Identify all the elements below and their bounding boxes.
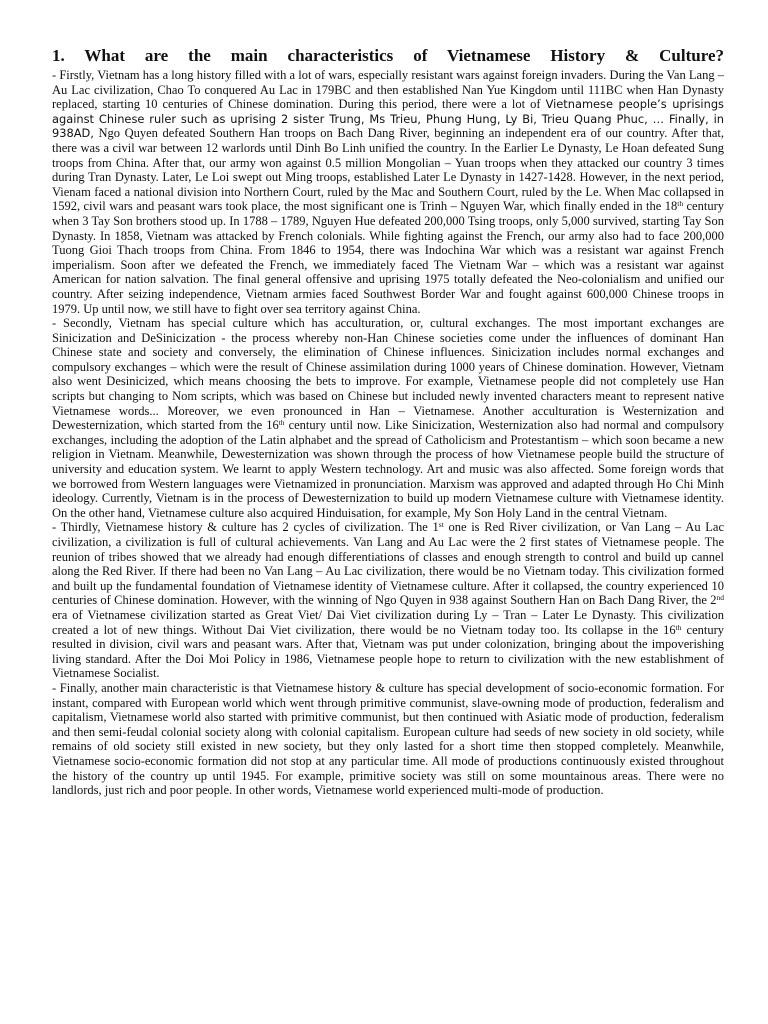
text-span: century until now. Like Sinicization, Westernization also had normal and compulsory exchanges, including the adoption of the Latin alphabet and the spread of Catholicism and Protestantism – which soon became a new religion in Vietnam. Meanwhile, Dewesternization was shown through the process of how Vietnamese people build the structure of university and education system. We learnt to apply Western technology. Art and music was also affected. Some foreign words that we borrowed from Western languages were Vietnamized in pronunciation. Marxism was approved and adapted through Ho Chi Minh ideology. Currently, Vietnam is in the process of Dewesternization to build up modern Vietnamese culture with Vietnamese identity. On the other hand, Vietnamese culture also acquired Hinduisation, for example, My Son Holy Land in the central Vietnam. [52,418,724,520]
text-span: - Finally, another main characteristic is that Vietnamese history & culture has special development of socio-economic formation. For instant, compared with European world which went through primitive communist, slave-owning mode of production, federalism and capitalism, Vietnamese world also started with primitive communist, but then continued with Asiatic mode of production, federalism and then semi-feudal colonial society along with colonial capitalism. European culture had seeds of new society in old society, while remains of old society still existed in new society, but they only lasted for a short time then stopped completely. Meanwhile, Vietnamese socio-economic formation did not stop at any particular time. All mode of productions continuously existed throughout the history of the country up until 1945. For example, primitive society was still on some mountainous areas. There were no landlords, just rich and poor people. In other words, Vietnamese world experienced multi-mode of production. [52,680,724,798]
text-span: one is Red River civilization, or Van Lang – Au Lac civilization, a civilization is full of cultural achievements. Van Lang and Au Lac were the 2 first states of Vietnamese people. The reunion of tribes showed that we already had enough differentiations of classes and enough strength to control and build up cannel along the Red River. If there had been no Van Lang – Au Lac civilization, there would be no Vietnam today. This civilization formed and built up the fundamental foundation of Vietnamese identity of Vietnamese culture. After it collapsed, the country experienced 10 centuries of Chinese domination. However, with the winning of Ngo Quyen in 938 against Southern Han on Bach Dang River, the 2 [52,520,725,608]
paragraph-culture [52,316,724,520]
text-span: - Thirdly, Vietnamese history & culture has 2 cycles of civilization. The 1 [52,520,439,535]
text-span: century resulted in division, civil wars and peasant wars. After that, Vietnam was put under colonization, bringing about the impoverishing living standard. After the Doi Moi Policy in 1986, Vietnamese people hope to return to civilization with the new establishment of Vietnamese Socialist. [52,622,724,681]
text-span: Vietnamese people’s uprisings against Chinese ruler such as uprising 2 sister Trung, Ms Trieu, Phung Hung, Ly Bi, Trieu Quang Phuc, … Finally, in 938AD, [52,97,724,141]
superscript: th [278,418,285,428]
text-span: Ngo Quyen defeated Southern Han troops on Bach Dang River, beginning an independent era of our country. After that, there was a civil war between 12 warlords until Dinh Bo Linh unified the country. In the Earlier Le Dynasty, Le Hoan defeated Sung troops from China. After that, our army won against 0.5 million Mongolian – Yuan troops when they attacked our country 3 times during Tran Dynasty. Later, Le Loi swept out Ming troops, established Later Le Dynasty in 1427-1428. However, in the next period, Vienam faced a national division into Northern Court, ruled by the Mac and Southern Court, ruled by the Le. When Mac collapsed in 1592, civil wars and peasant wars took place, the most significant one is Trinh – Nguyen War, which finally ended in the 18 [52,126,724,214]
superscript: th [677,199,684,209]
paragraph-history [52,68,724,316]
paragraph-socio-economic [52,681,724,798]
page-title: 1. What are the main characteristics of Vietnamese History & Culture? [52,46,724,65]
superscript: th [675,622,682,632]
text-span: - Secondly, Vietnam has special culture which has acculturation, or, cultural exchanges. The most important exchanges are Sinicization and DeSinicization - the process whereby non-Han Chinese societies come under the influences of dominant Han Chinese state and society and conversely, the elimination of Chinese influences. Sinicization includes normal exchanges and compulsory exchanges – which were the result of Chinese assimilation during 1000 years of Chinese domination. However, Vietnam also went Desinicized, which means choosing the bets to improve. For example, Vietnamese people did not completely use Han scripts but changing to Nom scripts, which was based on Chinese but included newly invented characters meant to represent native Vietnamese words... Moreover, we even pronounced in Han – Vietnamese. Another acculturation is Westernization and Dewesternization, which started from the 16 [52,316,724,433]
document-body [52,46,724,798]
text-span: century when 3 Tay Son brothers stood up. In 1788 – 1789, Nguyen Hue defeated 200,000 Tsing troops, only 5,000 survived, starting Tay Son Dynasty. In 1858, Vietnam was attacked by French colonials. While fighting against the French, our army also had to face 200,000 Tuong Gioi Thach troops from China. From 1846 to 1954, there was Indochina War which was a resistant war against French imperialism. Soon after we defeated the French, we immediately faced The Vietnam War – which was a resistant war against American for nation salvation. The final general offensive and uprising 1975 totally defeated the Neo-colonialism and unified our country. After seizing independence, Vietnam armies faced Southwest Border War and fought against 600,000 Chinese troops in 1979. Up until now, we still have to fight over sea territory against China. [52,199,724,316]
text-span: - Firstly, Vietnam has a long history filled with a lot of wars, especially resistant wars against foreign invaders. During the Van Lang – Au Lac civilization, Chao To conquered Au Lac in 179BC and then established Nan Yue Kingdom until 111BC when Han Dynasty replaced, starting 10 centuries of Chinese domination. During this period, there were a lot of [52,68,724,112]
superscript: nd [716,593,724,603]
text-span: era of Vietnamese civilization started as Great Viet/ Dai Viet civilization during Ly – Tran – Later Le Dynasty. This civilization created a lot of new things. Without Dai Viet civilization, there would be no Vietnam today too. Its collapse in the 16 [52,607,724,637]
paragraph-civilization [52,520,724,681]
superscript: st [438,520,444,530]
